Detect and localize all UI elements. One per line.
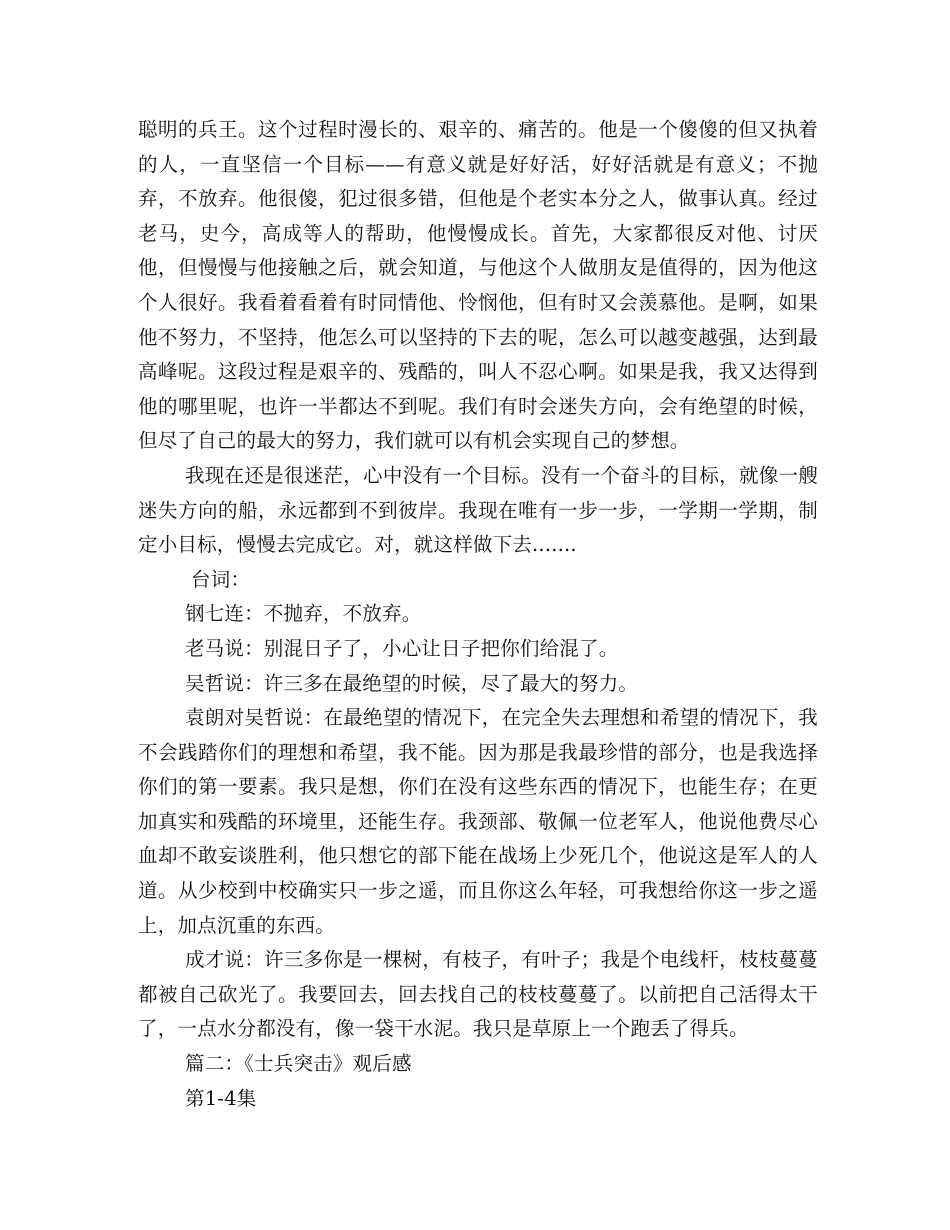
quote-lao-ma: 老马说：别混日子了，小心让日子把你们给混了。	[185, 636, 619, 660]
quote-wu-zhe: 吴哲说：许三多在最绝望的时候，尽了最大的努力。	[185, 671, 639, 695]
section-title-part-two: 篇二：《士兵突击》观后感	[185, 1052, 412, 1076]
document-body	[138, 113, 818, 1116]
paragraph-lost-goal: 我现在还是很迷茫，心中没有一个目标。没有一个奋斗的目标，就像一艘迷失方向的船，永远都到不到彼岸。我现在唯有一步一步，一学期一学期，制定小目标，慢慢去完成它。对，就这样做下去.......	[138, 463, 818, 557]
quote-yuan-lang: 袁朗对吴哲说：在最绝望的情况下，在完全失去理想和希望的情况下，我不会践踏你们的理想和希望，我不能。因为那是我最珍惜的部分，也是我选择你们的第一要素。我只是想，你们在没有这些东西的情况下，也能生存；在更加真实和残酷的环境里，还能生存。我颈部、敬佩一位老军人，他说他费尽心血却不敢妄谈胜利，他只想它的部下能在战场上少死几个，他说这是军人的人道。从少校到中校确实只一步之遥，而且你这么年轻，可我想给你这一步之遥上，加点沉重的东西。	[138, 706, 818, 937]
quote-cheng-cai: 成才说：许三多你是一棵树，有枝子，有叶子；我是个电线杆，枝枝蔓蔓都被自己砍光了。我要回去，回去找自己的枝枝蔓蔓了。以前把自己活得太干了，一点水分都没有，像一袋干水泥。我只是草原上一个跑丢了得兵。	[138, 948, 818, 1041]
quote-gang-qi-lian: 钢七连：不抛弃，不放弃。	[185, 602, 422, 626]
episode-heading: 第1-4集	[185, 1086, 257, 1110]
paragraph-soldier-king: 聪明的兵王。这个过程时漫长的、艰辛的、痛苦的。他是一个傻傻的但又执着的人，一直坚信一个目标——有意义就是好好活，好好活就是有意义；不抛弃，不放弃。他很傻，犯过很多错，但他是个老实本分之人，做事认真。经过老马，史今，高成等人的帮助，他慢慢成长。首先，大家都很反对他、讨厌他，但慢慢与他接触之后，就会知道，与他这个人做朋友是值得的，因为他这个人很好。我看着看着有时同情他、怜悯他，但有时又会羡慕他。是啊，如果他不努力，不坚持，他怎么可以坚持的下去的呢，怎么可以越变越强，达到最高峰呢。这段过程是艰辛的、残酷的，叫人不忍心啊。如果是我，我又达得到他的哪里呢，也许一半都达不到呢。我们有时会迷失方向，会有绝望的时候，但尽了自己的最大的努力，我们就可以有机会实现自己的梦想。	[138, 118, 818, 453]
lines-heading: 台词：	[191, 567, 251, 591]
